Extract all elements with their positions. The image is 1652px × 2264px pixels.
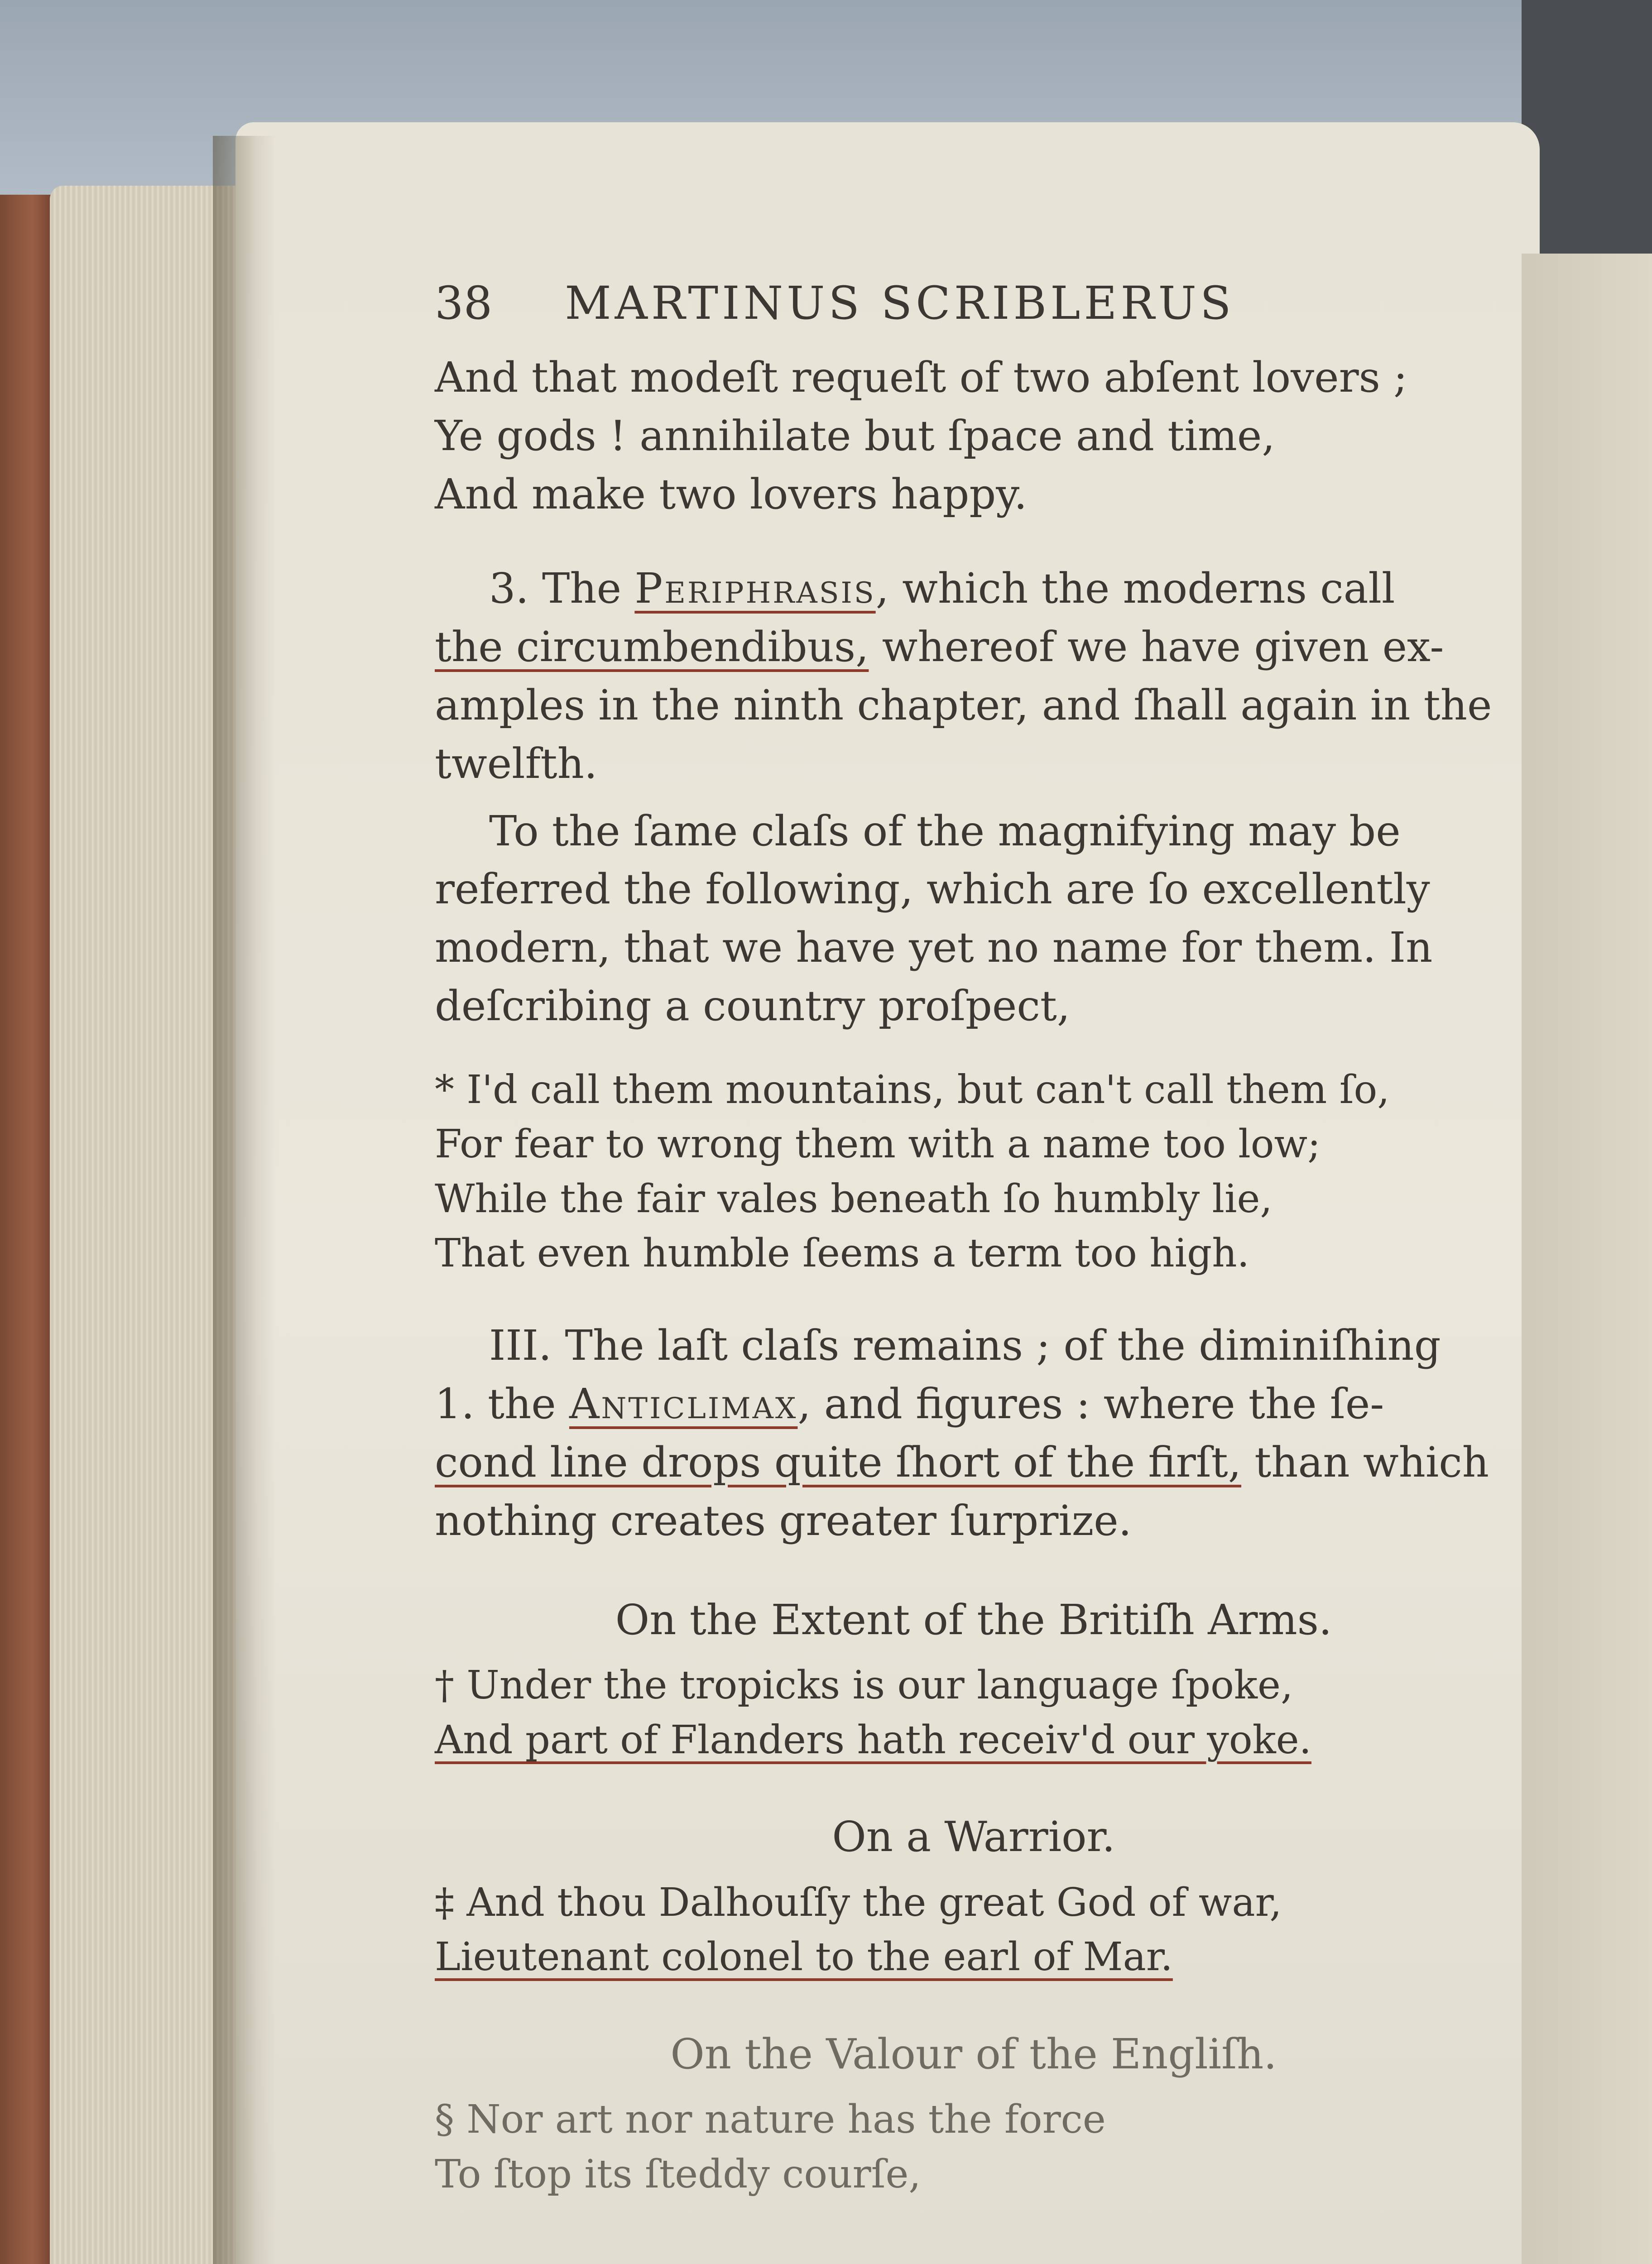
book-cover-edge <box>0 195 54 2264</box>
term-anticlimax: Anticlimax <box>569 1380 798 1429</box>
verse-mountains <box>435 1063 1513 1281</box>
facing-page <box>1522 254 1652 2264</box>
heading-valour: On the Valour of the Engliſh. <box>670 2029 1277 2078</box>
text-line: deſcribing a country proſpect, <box>435 981 1071 1030</box>
verse-british-arms <box>435 1658 1513 1767</box>
text-line: That even humble ſeems a term too high. <box>435 1230 1249 1276</box>
text-line <box>435 618 1513 676</box>
text-span: whereof we have given ex- <box>869 623 1444 672</box>
running-title: MARTINUS SCRIBLERUS <box>565 277 1235 330</box>
verse-valour <box>435 2092 1513 2202</box>
paragraph-diminishing <box>435 1317 1513 1550</box>
heading-warrior: On a Warrior. <box>832 1813 1115 1861</box>
text-line: nothing creates greater ſurprize. <box>435 1496 1132 1545</box>
verse-block-lovers <box>435 349 1513 523</box>
term-periphrasis: Periphrasis <box>634 564 876 613</box>
verse-warrior <box>435 1875 1513 1985</box>
text-line: referred the following, which are ſo excellently <box>435 865 1430 914</box>
text-span: , which the moderns call <box>875 564 1395 613</box>
text-line: III. The laſt claſs remains ; of the diminiſhing <box>489 1321 1441 1370</box>
gutter-shadow <box>213 136 276 2264</box>
page-edges <box>50 186 240 2264</box>
text-line: twelfth. <box>435 739 598 788</box>
text-line <box>435 1434 1513 1492</box>
text-span: than which <box>1241 1438 1489 1487</box>
text-line: ‡ And thou Dalhouſſy the great God of war, <box>435 1880 1282 1925</box>
underlined-phrase: cond line drops quite ſhort of the firſt, <box>435 1438 1242 1487</box>
text-line: Ye gods ! annihilate but ſpace and time, <box>435 411 1275 460</box>
text-line: amples in the ninth chapter, and ſhall again in the <box>435 681 1492 729</box>
text-line: § Nor art nor nature has the force <box>435 2097 1106 2143</box>
text-line: And that modeſt requeſt of two abſent lovers ; <box>435 353 1408 402</box>
text-span: , and figures : where the ſe- <box>797 1380 1384 1429</box>
text-line: To ſtop its ſteddy courſe, <box>435 2151 921 2197</box>
text-line: Lieutenant colonel to the earl of Mar. <box>435 1934 1173 1980</box>
text-line: For fear to wrong them with a name too low; <box>435 1122 1321 1167</box>
text-line: And part of Flanders hath receiv'd our yoke. <box>435 1717 1311 1763</box>
text-line: * I'd call them mountains, but can't call them ſo, <box>435 1067 1390 1113</box>
heading-british-arms: On the Extent of the Britiſh Arms. <box>615 1595 1332 1644</box>
paragraph-periphrasis <box>435 560 1513 793</box>
text-span: 1. the <box>435 1380 569 1429</box>
page-number: 38 <box>435 277 493 330</box>
text-line: To the ſame claſs of the magnifying may be <box>489 806 1401 855</box>
paragraph-magnifying <box>435 802 1513 1036</box>
text-line <box>435 560 1513 618</box>
text-line <box>435 1375 1513 1434</box>
running-head <box>435 272 1513 335</box>
text-line: While the fair vales beneath ſo humbly lie, <box>435 1176 1273 1222</box>
underlined-phrase: the circumbendibus, <box>435 623 869 672</box>
page-text <box>435 272 1513 2202</box>
text-span: 3. The <box>489 564 635 613</box>
text-line: modern, that we have yet no name for them. In <box>435 923 1433 972</box>
text-line: † Under the tropicks is our language ſpoke, <box>435 1663 1293 1708</box>
text-line: And make two lovers happy. <box>435 470 1028 518</box>
